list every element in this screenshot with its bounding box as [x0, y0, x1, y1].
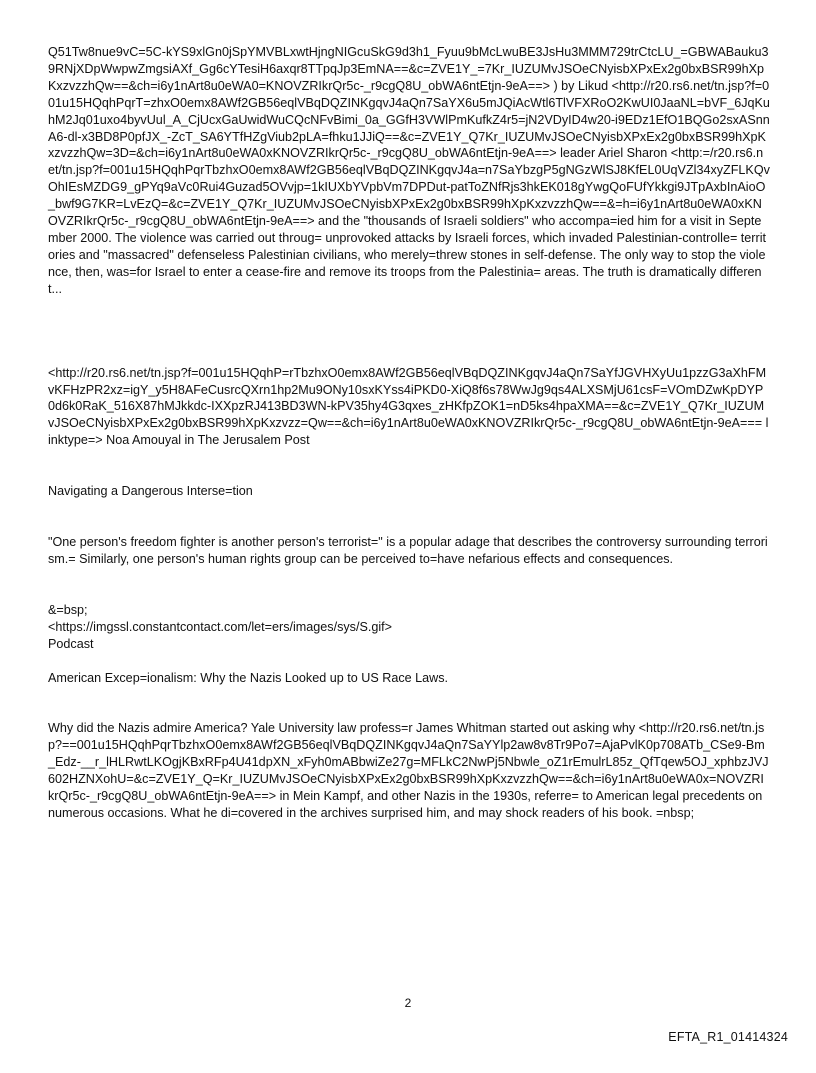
- body-paragraph-2: <http://r20.rs6.net/tn.jsp?f=001u15HQqhP=rTbzhxO0emx8AWf2GB56eqlVBqDQZINKgqvJ4aQn7SaYfJGVHXyUu1pzzG3aXhFMvKFHzPR2xz=igY_y5H8AFeCusrcQXrn1hp2Mu9ONy10sxKYss4iPKD0-XiQ8f6s78WwJg9qs4ALXSMjU61csF=VOmDZwKpDYP0d6k0RaK_516X87hMJkkdc-IXXpzRJ413BD3WN-kPV35hy4G3qxes_zHKfpZOK1=nD5ks4hpaXMA==&c=ZVE1Y_Q7Kr_IUZUMvJSOeCNyisbXPxEx2g0bxBSR99hXpKxzvzz=Qw==&ch=i6y1nArt8u0eWA0xKNOVZRIkrQr5c-_r9cgQ8U_obWA6ntEtjn-9eA=== linktype=> Noa Amouyal in The Jerusalem Post: [48, 365, 769, 448]
- spacer: [48, 449, 770, 483]
- document-body: [48, 44, 770, 822]
- body-paragraph-1: Q51Tw8nue9vC=5C-kYS9xlGn0jSpYMVBLxwtHjngNIGcuSkG9d3h1_Fyuu9bMcLwuBE3JsHu3MMM729trCtcLU_=GBWABauku39RNjXDpWwpwZmgsiAXf_Gg6cYTesiH6axqr8TTpqJp3EmNA==&c=ZVE1Y_=7Kr_IUZUMvJSOeCNyisbXPxEx2g0bxBSR99hXpKxzvzzhQw==&ch=i6y1nArt8u0eWA0=KNOVZRIkrQr5c-_r9cgQ8U_obWA6ntEtjn-9eA==> ) by Likud <http://r20.rs6.net/tn.jsp?f=001u15HQqhPqrT=zhxO0emx8AWf2GB56eqlVBqDQZINKgqvJ4aQn7SaYX6u5mJQiAcWtl6TlVFXRoO2KwUI0JaaNL=bVF_6JqKuhM2Jq01uxo4byvUul_A_CjUcxGaUwidWuCQcNFvBimi_0a_GGfH3VWlPmKufkZ4r5=jN2VDyID4w20-i9EDz1EfO1BQGo2sxASnnA6-dl-x3BD8P0pfJX_-ZcT_SA6YTfHZgViub2pLA=fhku1JJiQ==&c=ZVE1Y_Q7Kr_IUZUMvJSOeCNyisbXPxEx2g0bxBSR99hXpKxzvzzhQw=3D=&ch=i6y1nArt8u0eWA0xKNOVZRIkrQr5c-_r9cgQ8U_obWA6ntEtjn-9eA==> leader Ariel Sharon <http:=/r20.rs6.net/tn.jsp?f=001u15HQqhPqrTbzhxO0emx8AWf2GB56eqlVBqDQZINKgqvJ4a=n7SaYbzgP5gNGzWlSJ8KfEL0UqVZl34xyZFLKQvOhIEsMZDG9_gPYq9aVc0Rui4Guzad5OVvjp=1kIUXbYVpbVm7DPDut-patToZNfRjs3hkEK018gYwgQoFUfYkkgi9JTpAxbInAioO_bwf9G7KR=LvEzQ=&c=ZVE1Y_Q7Kr_IUZUMvJSOeCNyisbXPxEx2g0bxBSR99hXpKxzvzzhQw==&=h=i6y1nArt8u0eWA0xKNOVZRIkrQr5c-_r9cgQ8U_obWA6ntEtjn-9eA==> and the "thousands of Israeli soldiers" who accompa=ied him for a visit in September 2000. The violence was carried out throug= unprovoked attacks by Israeli forces, which invaded Palestinian-controlle= territories and "massacred" defenseless Palestinian civilians, who merely=threw stones in self-defense. The only way to stop the violence, then, was=for Israel to enter a cease-fire and remove its troops from the Palestinia= areas. The truth is dramatically different...: [48, 45, 770, 296]
- body-paragraph-7: Why did the Nazis admire America? Yale University law profess=r James Whitman started out asking why <http://r20.rs6.net/tn.jsp?==001u15HQqhPqrTbzhxO0emx8AWf2GB56eqlVBqDQZINKgqvJ4aQn7SaYYlp2aw8v8Tr9Po7=AjaPvlK0p708ATb_CSe9-Bm_Edz-__r_lHLRwtLKOgjKBxRFp4U41dpXN_xFyh0mABbwiZe27g=MFLkC2NwPj5Nbwle_oZ1rEmulrL85z_QfTqew5OJ_xphbzJVJ602HZNXohU=&c=ZVE1Y_Q=Kr_IUZUMvJSOeCNyisbXPxEx2g0bxBSR99hXpKxzvzzhQw==&ch=i6y1nArt8u0eWA0x=NOVZRIkrQr5c-_r9cgQ8U_obWA6ntEtjn-9eA==> in Mein Kampf, and other Nazis in the 1930s, referre= to American legal precedents on numerous occasions. What he di=covered in the archives surprised him, and may shock readers of his book. =nbsp;: [48, 721, 769, 820]
- spacer: [48, 653, 770, 670]
- spacer: [48, 568, 770, 602]
- page-number: 2: [404, 996, 412, 1010]
- document-id-footer: EFTA_R1_01414324: [668, 1030, 788, 1044]
- section-heading: Navigating a Dangerous Interse=tion: [48, 484, 253, 499]
- body-paragraph-4: "One person's freedom fighter is another person's terrorist=" is a popular adage that describes the controversy surrounding terrorism.= Similarly, one person's human rights group can be perceived to=have nefarious effects and consequences.: [48, 535, 768, 566]
- spacer: [48, 298, 770, 365]
- podcast-title: American Excep=ionalism: Why the Nazis Looked up to US Race Laws.: [48, 670, 449, 685]
- spacer: [48, 500, 770, 534]
- nbsp-line: &=bsp;: [48, 602, 88, 617]
- podcast-label: Podcast: [48, 636, 94, 651]
- spacer: [48, 686, 770, 720]
- image-link-line: <https://imgssl.constantcontact.com/let=ers/images/sys/S.gif>: [48, 619, 393, 634]
